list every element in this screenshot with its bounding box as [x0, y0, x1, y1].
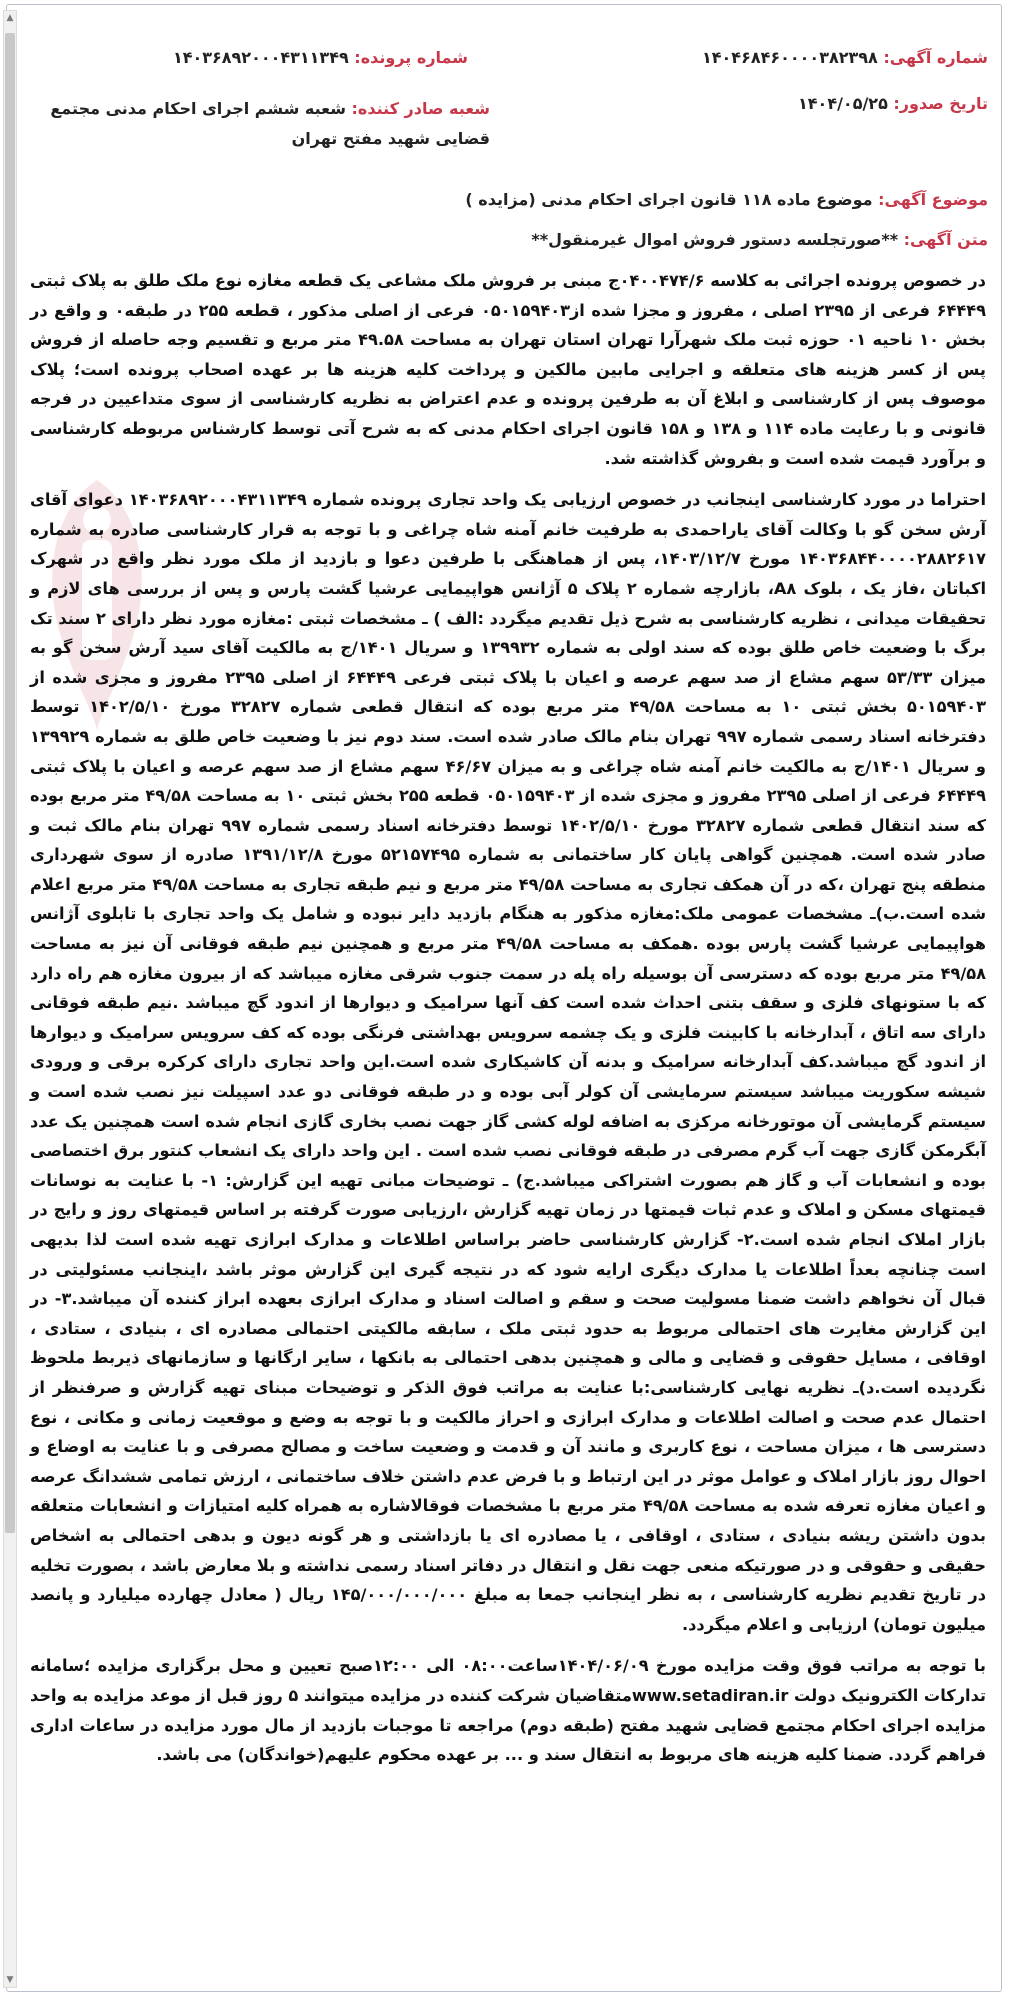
text-title-field — [30, 230, 988, 249]
file-number-field — [28, 48, 468, 67]
file-number-label: شماره پرونده: — [354, 48, 468, 67]
scroll-up-arrow-icon[interactable]: ▲ — [6, 13, 14, 23]
scrollbar-thumb[interactable] — [5, 33, 15, 1533]
issuer-field — [50, 94, 490, 154]
issue-date-field — [798, 94, 988, 113]
auction-text-end: متقاضیان شرکت کننده در مزایده میتوانند ۵ روز قبل از موعد مزایده به واحد مزایده اجرای احکام مجتمع قضایی شهید مفتح (طبقه دوم) مراجعه تا موجبات بازدید از مال مورد مزایده در ساعات اداری فراهم گردد. ضمنا کلیه هزینه های مربوط به انتقال سند و ... بر عهده محکوم علیهم(خواندگان) می باشد. — [29, 1685, 986, 1765]
setadiran-link[interactable]: www.setadiran.ir — [631, 1685, 789, 1705]
issue-date-value: ۱۴۰۴/۰۵/۲۵ — [798, 94, 888, 113]
scroll-down-arrow-icon[interactable]: ▼ — [6, 1975, 14, 1985]
issuer-value: شعبه ششم اجرای احکام مدنی مجتمع قضایی شهید مفتح تهران — [50, 99, 490, 148]
paragraph-expert-report: احتراما در مورد کارشناسی اینجانب در خصوص ارزیابی یک واحد تجاری پرونده شماره ۱۴۰۳۶۸۹۲۰۰۰۴۳۱۱۳۴۹ دعوای آقای آرش سخن گو با وکالت آقای یاراحمدی به طرفیت خانم آمنه شاه چراغی و با توجه به قرار کارشناسی صادره به شماره ۱۴۰۳۶۸۴۴۰۰۰۰۲۸۸۲۶۱۷ مورخ ۱۴۰۳/۱۲/۷، پس از هماهنگی با طرفین دعوا و بازدید از ملک مورد نظر واقع در شهرک اکباتان ،فاز یک ، بلوک A۸، بازارچه شماره ۲ پلاک ۵ آژانس هواپیمایی عرشیا گشت پارس و پس از بررسی های لازم و تحقیقات میدانی ، نظریه کارشناسی به شرح ذیل تقدیم میگردد :الف ) ـ مشخصات ثبتی :مغازه مورد نظر دارای ۲ سند تک برگ با وضعیت خاص طلق بوده که سند اولی به شماره ۱۳۹۹۳۲ و سریال ۱۴۰۱/ج به مالکیت آقای سید آرش سخن گو به میزان ۵۳/۳۳ سهم مشاع از صد سهم عرصه و اعیان با پلاک ثبتی فرعی ۶۴۴۴۹ از اصلی ۲۳۹۵ مفروز و مجزی شده از ۵۰۱۵۹۴۰۳ بخش ثبتی ۱۰ به مساحت ۴۹/۵۸ متر مربع بوده که انتقال قطعی شماره ۳۲۸۲۷ مورخ ۱۴۰۲/۵/۱۰ توسط دفترخانه اسناد رسمی شماره ۹۹۷ تهران بنام مالک صادر شده است. سند دوم نیز با وضعیت خاص طلق به شماره ۱۳۹۹۲۹ و سریال ۱۴۰۱/ج به مالکیت خانم آمنه شاه چراغی و به میزان ۴۶/۶۷ سهم مشاع از صد سهم عرصه و اعیان با پلاک ثبتی ۶۴۴۴۹ فرعی از اصلی ۲۳۹۵ مفروز و مجزی شده از ۰۵۰۱۵۹۴۰۳ قطعه ۲۵۵ بخش ثبتی ۱۰ به مساحت ۴۹/۵۸ متر مربع بوده که سند انتقال قطعی شماره ۳۲۸۲۷ مورخ ۱۴۰۲/۵/۱۰ توسط دفترخانه اسناد رسمی شماره ۹۹۷ تهران بنام مالک ثبت و صادر شده است. همچنین گواهی پایان کار ساختمانی به شماره ۵۲۱۵۷۴۹۵ مورخ ۱۳۹۱/۱۲/۸ صادره از سوی شهرداری منطقه پنج تهران ،که در آن همکف تجاری به مساحت ۴۹/۵۸ متر مربع و نیم طبقه تجاری به مساحت ۴۹/۵۸ متر مربع اعلام شده است.ب)ـ مشخصات عمومی ملک:مغازه مذکور به هنگام بازدید دایر نبوده و شامل یک واحد تجاری با تابلوی آژانس هواپیمایی عرشیا گشت پارس بوده .همکف به مساحت ۴۹/۵۸ متر مربع و همچنین نیم طبقه فوقانی آن نیز به مساحت ۴۹/۵۸ متر مربع بوده که دسترسی آن بوسیله راه پله در سمت جنوب شرقی مغازه میباشد که از بیرون مغازه هم راه دارد که با ستونهای فلزی و سقف بتنی احداث شده است کف آنها سرامیک و دیوارها از اندود گچ میباشد .نیم طبقه فوقانی دارای سه اتاق ، آبدارخانه با کابینت فلزی و یک چشمه سرویس بهداشتی فرنگی بوده که کف سرویس سرامیک و دیوارها از اندود گچ میباشد.کف آبدارخانه سرامیک و بدنه آن کاشیکاری شده است.این واحد تجاری دارای کرکره برقی و ورودی شیشه سکوریت میباشد سیستم سرمایشی آن کولر آبی بوده و در طبقه فوقانی دو عدد اسپیلت نیز نصب شده است و سیستم گرمایشی آن موتورخانه مرکزی به اضافه لوله کشی گاز جهت نصب بخاری گازی انجام شده است همچنین یک عدد آبگرمکن گازی جهت آب گرم مصرفی در طبقه فوقانی نصب شده است . این واحد دارای یک انشعاب کنتور برق اختصاصی بوده و انشعابات آب و گاز هم بصورت اشتراکی میباشد.ج) ـ توضیحات مبانی تهیه این گزارش: ۱- با عنایت به نوسانات قیمتهای مسکن و املاک و عدم ثبات قیمتها در زمان تهیه گزارش ،ارزیابی صورت گرفته بر اساس قیمتهای روز و رایج در بازار املاک انجام شده است.۲- گزارش کارشناسی حاضر براساس اطلاعات و مدارک ابرازی تهیه شده است لذا بدیهی است چنانچه بعداً اطلاعات یا مدارک دیگری ارایه شود که در نتیجه گیری این گزارش موثر باشد ،اینجانب مسئولیتی در قبال آن نخواهم داشت ضمنا مسولیت صحت و سقم و اصالت اسناد و مدارک ابرازی بعهده ابراز کننده آن میباشد.۳- در این گزارش مغایرت های احتمالی مربوط به حدود ثبتی ملک ، سابقه مالکیتی احتمالی مصادره ای ، بنیادی ، ستادی ، اوقافی ، مسایل حقوقی و قضایی و مالی و همچنین بدهی احتمالی به بانکها ، سایر ارگانها و سازمانهای ذیربط ملحوظ نگردیده است.د)ـ نظریه نهایی کارشناسی:با عنایت به مراتب فوق الذکر و توضیحات مبنای تهیه گزارش و صرفنظر از احتمال عدم صحت و اصالت اطلاعات و مدارک ابرازی و احراز مالکیت و با توجه به وضع و موقعیت زمانی و مکانی ، نوع دسترسی ها ، میزان مساحت ، نوع کاربری و مانند آن و قدمت و وضعیت ساخت و مصالح مصرفی و با عنایت به اوضاع و احوال روز بازار املاک و عوامل موثر در این ارتباط و با فرض عدم داشتن خلاف ساختمانی ، ارزش تمامی ششدانگ عرصه و اعیان مغازه تعرفه شده به مساحت ۴۹/۵۸ متر مربع با مشخصات فوقالاشاره به همراه کلیه امتیازات و انشعابات متعلقه بدون داشتن ریشه بنیادی ، ستادی ، اوقافی ، یا مصادره ای یا بازداشتی و هر گونه دیون و بدهی احتمالی به اشخاص حقیقی و حقوقی و در صورتیکه منعی جهت نقل و انتقال در دفاتر اسناد رسمی نداشته و بلا معارض باشد ، بصورت تخلیه در تاریخ تقدیم نظریه کارشناسی ، به نظر اینجانب جمعا به مبلغ ۱۴۵/۰۰۰/۰۰۰/۰۰۰ ریال ( معادل چهارده میلیارد و پانصد میلیون تومان) ارزیابی و اعلام میگردد. — [30, 490, 987, 1634]
notice-number-value: ۱۴۰۴۶۸۴۶۰۰۰۰۳۸۲۳۹۸ — [702, 48, 878, 67]
subject-field — [30, 190, 988, 209]
notice-body — [30, 266, 986, 1782]
paragraph-sale-order: در خصوص پرونده اجرائی به کلاسه ۰۴۰۰۴۷۴/۶ج مبنی بر فروش ملک مشاعی یک قطعه مغازه نوع ملک طلق به پلاک ثبتی ۶۴۴۴۹ فرعی از ۲۳۹۵ اصلی ، مفروز و مجزا شده از۰۵۰۱۵۹۴۰۳ فرعی از اصلی مذکور ، قطعه ۲۵۵ در طبقه۰ و واقع در بخش ۱۰ ناحیه ۰۱ حوزه ثبت ملک شهرآرا تهران استان تهران به مساحت ۴۹.۵۸ متر مربع و تقسیم وجه حاصله از فروش پس از کسر هزینه های متعلقه و اجرایی مابین مالکین و پرداخت کلیه هزینه ها بر عهده اصحاب پرونده است؛ پلاک موصوف پس از کارشناسی و ابلاغ آن به طرفین پرونده و عدم اعتراض به نظریه کارشناسی از سوی متداعیین در فرجه قانونی و با رعایت ماده ۱۱۴ و ۱۳۸ و ۱۵۸ قانون اجرای احکام مدنی که به شرح آتی توسط کارشناس مربوطه کارشناسی و برآورد قیمت شده است و بفروش گذاشته شد. — [30, 271, 987, 468]
auction-text-start: با توجه به مراتب فوق وقت مزایده مورخ ۱۴۰۴/۰۶/۰۹ساعت۰۸:۰۰ الی ۱۲:۰۰صبح تعیین و محل برگزاری مزایده ؛سامانه تدارکات الکترونیک دولت — [30, 1656, 986, 1705]
issue-date-label: تاریخ صدور: — [893, 94, 988, 113]
paragraph-auction-details — [30, 1651, 986, 1769]
subject-label: موضوع آگهی: — [878, 190, 988, 209]
notice-number-field — [702, 48, 988, 67]
file-number-value: ۱۴۰۳۶۸۹۲۰۰۰۴۳۱۱۳۴۹ — [172, 48, 349, 67]
vertical-scrollbar[interactable] — [3, 10, 17, 1988]
text-title: **صورتجلسه دستور فروش اموال غیرمنقول** — [531, 230, 899, 249]
issuer-label: شعبه صادر کننده: — [351, 99, 490, 118]
subject-value: موضوع ماده ۱۱۸ قانون اجرای احکام مدنی (مزایده ) — [465, 190, 873, 209]
notice-number-label: شماره آگهی: — [883, 48, 988, 67]
text-label: متن آگهی: — [903, 230, 988, 249]
